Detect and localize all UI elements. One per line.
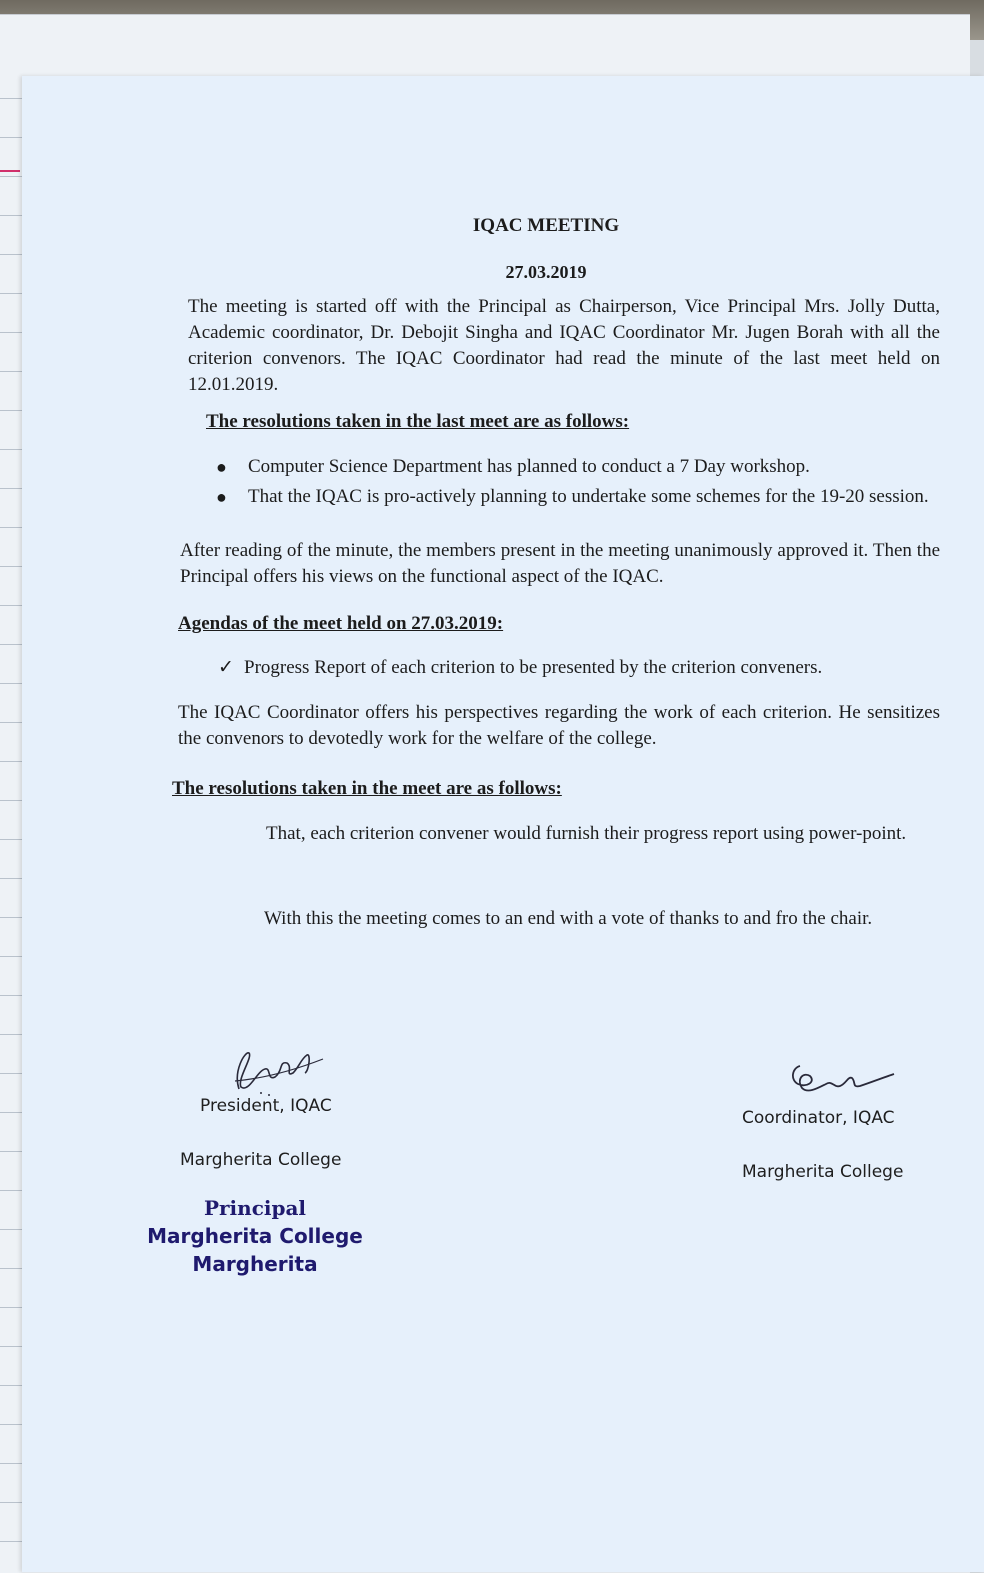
list-item-text: That the IQAC is pro-actively planning to undertake some schemes for the 19-20 session.: [248, 486, 929, 507]
agenda-heading: Agendas of the meet held on 27.03.2019:: [178, 613, 504, 634]
intro-paragraph: The meeting is started off with the Principal as Chairperson, Vice Principal Mrs. Jolly Dutta, Academic coordinator, Dr. Debojit Singha and IQAC Coordinator Mr. Jugen Borah with all the criterion convenors. The IQAC Coordinator had read the minute of the last meet held on 12.01.2019.: [188, 296, 940, 395]
president-signature: [227, 1041, 337, 1101]
last-meet-list: [214, 454, 940, 514]
approval-paragraph: After reading of the minute, the members present in the meeting unanimously approved it. Then the Principal offers his views on the functional aspect of the IQAC.: [180, 540, 940, 587]
list-item-text: Computer Science Department has planned to conduct a 7 Day workshop.: [248, 456, 810, 477]
president-role: President, IQAC: [200, 1096, 332, 1116]
last-meet-heading: The resolutions taken in the last meet are as follows:: [206, 411, 630, 432]
resolutions-heading: The resolutions taken in the meet are as follows:: [172, 778, 562, 799]
stamp-line-place: Margherita: [192, 1252, 318, 1276]
bullet-icon: ●: [216, 487, 227, 507]
document-title: IQAC MEETING: [472, 215, 620, 236]
document-page: [22, 76, 984, 1572]
list-item: [214, 454, 940, 480]
coordinator-signature: [782, 1058, 902, 1098]
list-item: [214, 484, 940, 510]
agenda-item: [218, 655, 918, 681]
bullet-icon: ●: [216, 457, 227, 477]
perspective-paragraph: The IQAC Coordinator offers his perspectives regarding the work of each criterion. He sensitizes the convenors to devotedly work for the welfare of the college.: [178, 702, 940, 749]
coordinator-institution: Margherita College: [742, 1162, 904, 1182]
principal-stamp: [140, 1194, 370, 1278]
closing-paragraph: With this the meeting comes to an end with a vote of thanks to and fro the chair.: [264, 908, 873, 929]
stamp-line-principal: Principal: [203, 1196, 307, 1220]
resolution-paragraph: That, each criterion convener would furnish their progress report using power-point.: [266, 823, 907, 844]
meeting-date: 27.03.2019: [505, 262, 587, 282]
margin-ink-mark: [0, 170, 20, 172]
president-institution: Margherita College: [180, 1150, 342, 1170]
checkmark-icon: ✓: [218, 657, 234, 678]
stamp-line-college: Margherita College: [147, 1224, 363, 1248]
agenda-item-text: Progress Report of each criterion to be presented by the criterion conveners.: [244, 657, 823, 678]
ruled-margin-lines: [0, 60, 22, 1560]
coordinator-role: Coordinator, IQAC: [742, 1108, 895, 1128]
